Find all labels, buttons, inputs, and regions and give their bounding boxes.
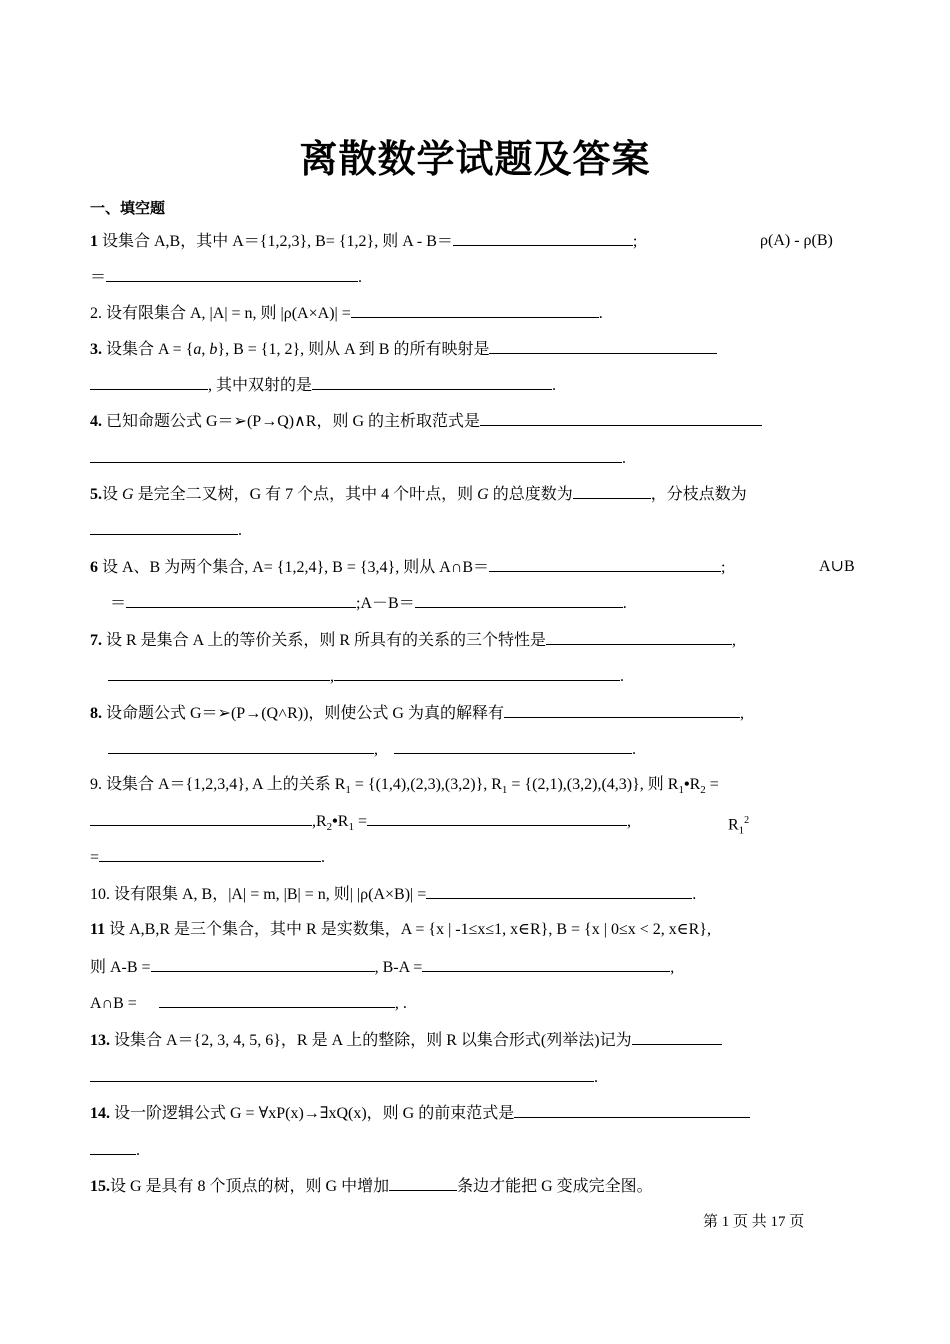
question-text: 设集合 A = { bbox=[106, 341, 194, 358]
answer-blank[interactable] bbox=[426, 883, 692, 899]
answer-blank[interactable] bbox=[453, 230, 633, 246]
answer-blank[interactable] bbox=[351, 302, 599, 318]
comma: , bbox=[670, 959, 675, 976]
question-number: 13. bbox=[90, 1032, 110, 1049]
relation-r: R bbox=[337, 813, 349, 830]
question-text-right: ρ(A) - ρ(B) bbox=[760, 232, 833, 249]
period: . bbox=[620, 668, 624, 685]
subscript: 1 bbox=[738, 824, 745, 837]
answer-blank[interactable] bbox=[90, 1066, 594, 1082]
comma: , bbox=[201, 341, 210, 358]
variable-a: a bbox=[193, 341, 202, 358]
question-4-line-2 bbox=[90, 447, 865, 470]
page-footer: 第 1 页 共 17 页 bbox=[703, 1214, 805, 1230]
question-text: 设集合 A＝{2, 3, 4, 5, 6}，R 是 A 上的整除，则 R 以集合形式(列举法)记为 bbox=[114, 1032, 632, 1049]
question-text: 则 A-B = bbox=[90, 959, 151, 976]
question-number: 8. bbox=[90, 705, 102, 722]
question-number: 2. bbox=[90, 305, 102, 322]
answer-blank[interactable] bbox=[106, 266, 358, 282]
equals-sign: = bbox=[705, 776, 719, 793]
question-4 bbox=[90, 410, 865, 433]
question-2 bbox=[90, 302, 865, 325]
period: . bbox=[622, 450, 626, 467]
question-9 bbox=[90, 774, 865, 801]
question-6-line-2 bbox=[90, 592, 865, 615]
answer-blank[interactable] bbox=[546, 629, 732, 645]
answer-blank[interactable] bbox=[489, 338, 717, 354]
section-heading: 一、填空题 bbox=[90, 199, 166, 217]
question-14-line-2 bbox=[90, 1139, 865, 1162]
question-number: 7. bbox=[90, 632, 102, 649]
answer-blank[interactable] bbox=[394, 738, 632, 754]
answer-blank[interactable] bbox=[367, 810, 627, 826]
answer-blank[interactable] bbox=[151, 956, 375, 972]
composition-dot: • bbox=[683, 776, 690, 793]
question-text: 设 G 是具有 8 个顶点的树，则 G 中增加 bbox=[110, 1178, 390, 1195]
question-text: 是完全二叉树，G 有 7 个点，其中 4 个叶点，则 bbox=[133, 486, 478, 503]
answer-blank[interactable] bbox=[108, 665, 330, 681]
question-6 bbox=[90, 556, 865, 579]
question-3 bbox=[90, 338, 865, 361]
answer-blank[interactable] bbox=[159, 992, 395, 1008]
equals-sign: = bbox=[90, 849, 100, 866]
question-text: 设有限集 A, B，|A| = m, |B| = n, 则| |ρ(A×B)| = bbox=[114, 886, 427, 903]
question-text: 设一阶逻辑公式 G = ∀xP(x)→∃xQ(x)，则 G 的前束范式是 bbox=[114, 1105, 515, 1122]
subscript: 1 bbox=[678, 784, 684, 797]
answer-blank[interactable] bbox=[422, 956, 670, 972]
question-text: 已知命题公式 G＝➢(P→Q)∧R，则 G 的主析取范式是 bbox=[106, 413, 481, 430]
question-5-line-2 bbox=[90, 519, 865, 542]
question-5 bbox=[90, 483, 865, 506]
comma: , bbox=[732, 632, 737, 649]
period: . bbox=[136, 1142, 140, 1159]
subscript: 1 bbox=[501, 784, 508, 797]
question-text: 设命题公式 G＝➢(P→(Q˄R))，则使公式 G 为真的解释有 bbox=[106, 705, 504, 722]
equals-sign: ＝ bbox=[110, 595, 127, 612]
period: . bbox=[552, 377, 557, 394]
answer-blank[interactable] bbox=[389, 1175, 457, 1191]
question-number: 4. bbox=[90, 413, 102, 430]
answer-blank[interactable] bbox=[514, 1102, 750, 1118]
question-8 bbox=[90, 702, 865, 725]
comma: , bbox=[330, 668, 334, 685]
subscript: 2 bbox=[326, 821, 333, 834]
r1-squared bbox=[728, 810, 749, 842]
answer-blank[interactable] bbox=[312, 374, 552, 390]
comma: , bbox=[739, 705, 744, 722]
answer-blank[interactable] bbox=[632, 1029, 722, 1045]
answer-blank[interactable] bbox=[90, 447, 622, 463]
answer-blank[interactable] bbox=[90, 519, 238, 535]
answer-blank[interactable] bbox=[573, 483, 651, 499]
question-11-line-2 bbox=[90, 956, 865, 979]
superscript: 2 bbox=[744, 815, 750, 826]
equals-sign: = bbox=[353, 813, 367, 830]
subscript: 1 bbox=[348, 821, 354, 834]
subscript: 1 bbox=[345, 784, 351, 797]
question-13 bbox=[90, 1029, 865, 1052]
question-1 bbox=[90, 230, 865, 253]
question-3-line-2 bbox=[90, 374, 865, 397]
separator: ; bbox=[632, 233, 638, 250]
question-9-line-2 bbox=[90, 810, 865, 838]
period: . bbox=[594, 1069, 598, 1086]
separator: ; bbox=[721, 559, 726, 576]
period: . bbox=[692, 886, 697, 903]
question-9-line-3 bbox=[90, 846, 865, 869]
question-text: ;A－B＝ bbox=[356, 595, 415, 612]
question-14 bbox=[90, 1102, 865, 1125]
question-number: 9. bbox=[90, 776, 102, 793]
question-11 bbox=[90, 919, 865, 941]
period: . bbox=[632, 741, 636, 758]
period: . bbox=[238, 522, 242, 539]
relation-r: R bbox=[728, 816, 739, 834]
question-1-line-2 bbox=[90, 266, 865, 289]
question-11-line-3 bbox=[90, 992, 865, 1015]
question-text: 设 A,B,R 是三个集合，其中 R 是实数集，A = {x | -1≤x≤1, x∈R}, B = {x | 0≤x < 2, x∈R}, bbox=[109, 921, 711, 938]
question-text: , 其中双射的是 bbox=[208, 377, 313, 394]
question-number: 11 bbox=[90, 921, 106, 938]
question-text: , B-A = bbox=[374, 959, 423, 976]
composition-dot: • bbox=[332, 813, 338, 830]
question-text: 设 bbox=[102, 486, 123, 503]
period: . bbox=[358, 269, 363, 286]
question-number: 5. bbox=[90, 486, 102, 503]
answer-blank[interactable] bbox=[90, 374, 208, 390]
question-text: 设 A、B 为两个集合, A= {1,2,4}, B = {3,4}, 则从 A∩B＝ bbox=[102, 559, 490, 576]
variable-b: b bbox=[209, 341, 218, 358]
question-number: 14. bbox=[90, 1105, 110, 1122]
variable-g: G bbox=[122, 486, 134, 503]
answer-blank[interactable] bbox=[480, 410, 762, 426]
answer-blank[interactable] bbox=[99, 846, 321, 862]
page-title: 离散数学试题及答案 bbox=[299, 137, 651, 181]
answer-blank[interactable] bbox=[334, 665, 620, 681]
question-text: 设集合 A,B，其中 A＝{1,2,3}, B= {1,2}, 则 A - B＝ bbox=[102, 233, 453, 250]
period: . bbox=[598, 305, 603, 322]
relation-r: R bbox=[689, 776, 701, 793]
period: . bbox=[321, 849, 326, 866]
question-number: 6 bbox=[90, 559, 98, 576]
period: . bbox=[622, 595, 627, 612]
question-text: ，分枝点数为 bbox=[650, 486, 747, 503]
question-text: 设集合 A＝{1,2,3,4}, A 上的关系 R bbox=[106, 776, 346, 793]
question-text: 条边才能把 G 变成完全图。 bbox=[457, 1178, 653, 1195]
answer-blank[interactable] bbox=[504, 702, 740, 718]
question-number: 10. bbox=[90, 886, 110, 903]
answer-blank[interactable] bbox=[90, 1139, 136, 1155]
question-text: = {(1,4),(2,3),(3,2)}, R bbox=[350, 776, 502, 793]
subscript: 2 bbox=[700, 784, 706, 797]
question-text-right: A∪B bbox=[819, 558, 855, 575]
question-text: A∩B = bbox=[90, 995, 137, 1012]
question-text: 的总度数为 bbox=[488, 486, 573, 503]
question-15 bbox=[90, 1175, 865, 1198]
question-number: 1 bbox=[90, 233, 98, 250]
comma: , bbox=[374, 741, 378, 758]
answer-blank[interactable] bbox=[90, 810, 312, 826]
question-7-line-2 bbox=[90, 665, 865, 688]
question-text: = {(2,1),(3,2),(4,3)}, 则 R bbox=[507, 776, 679, 793]
comma: , bbox=[626, 813, 631, 830]
punctuation: , . bbox=[394, 995, 407, 1012]
question-number: 15. bbox=[90, 1178, 110, 1195]
answer-blank[interactable] bbox=[108, 738, 374, 754]
answer-blank[interactable] bbox=[126, 592, 356, 608]
question-text: 设有限集合 A, |A| = n, 则 |ρ(A×A)| = bbox=[106, 305, 351, 322]
question-10 bbox=[90, 883, 865, 906]
question-8-line-2 bbox=[90, 738, 865, 761]
question-13-line-2 bbox=[90, 1066, 865, 1089]
question-text: 设 R 是集合 A 上的等价关系，则 R 所具有的关系的三个特性是 bbox=[106, 632, 547, 649]
answer-blank[interactable] bbox=[415, 592, 623, 608]
answer-blank[interactable] bbox=[489, 556, 721, 572]
question-number: 3. bbox=[90, 341, 102, 358]
variable-g: G bbox=[477, 486, 489, 503]
question-text: }, B = {1, 2}, 则从 A 到 B 的所有映射是 bbox=[217, 341, 490, 358]
question-7 bbox=[90, 629, 865, 652]
equals-sign: ＝ bbox=[90, 269, 107, 286]
question-text: ,R bbox=[312, 813, 327, 830]
